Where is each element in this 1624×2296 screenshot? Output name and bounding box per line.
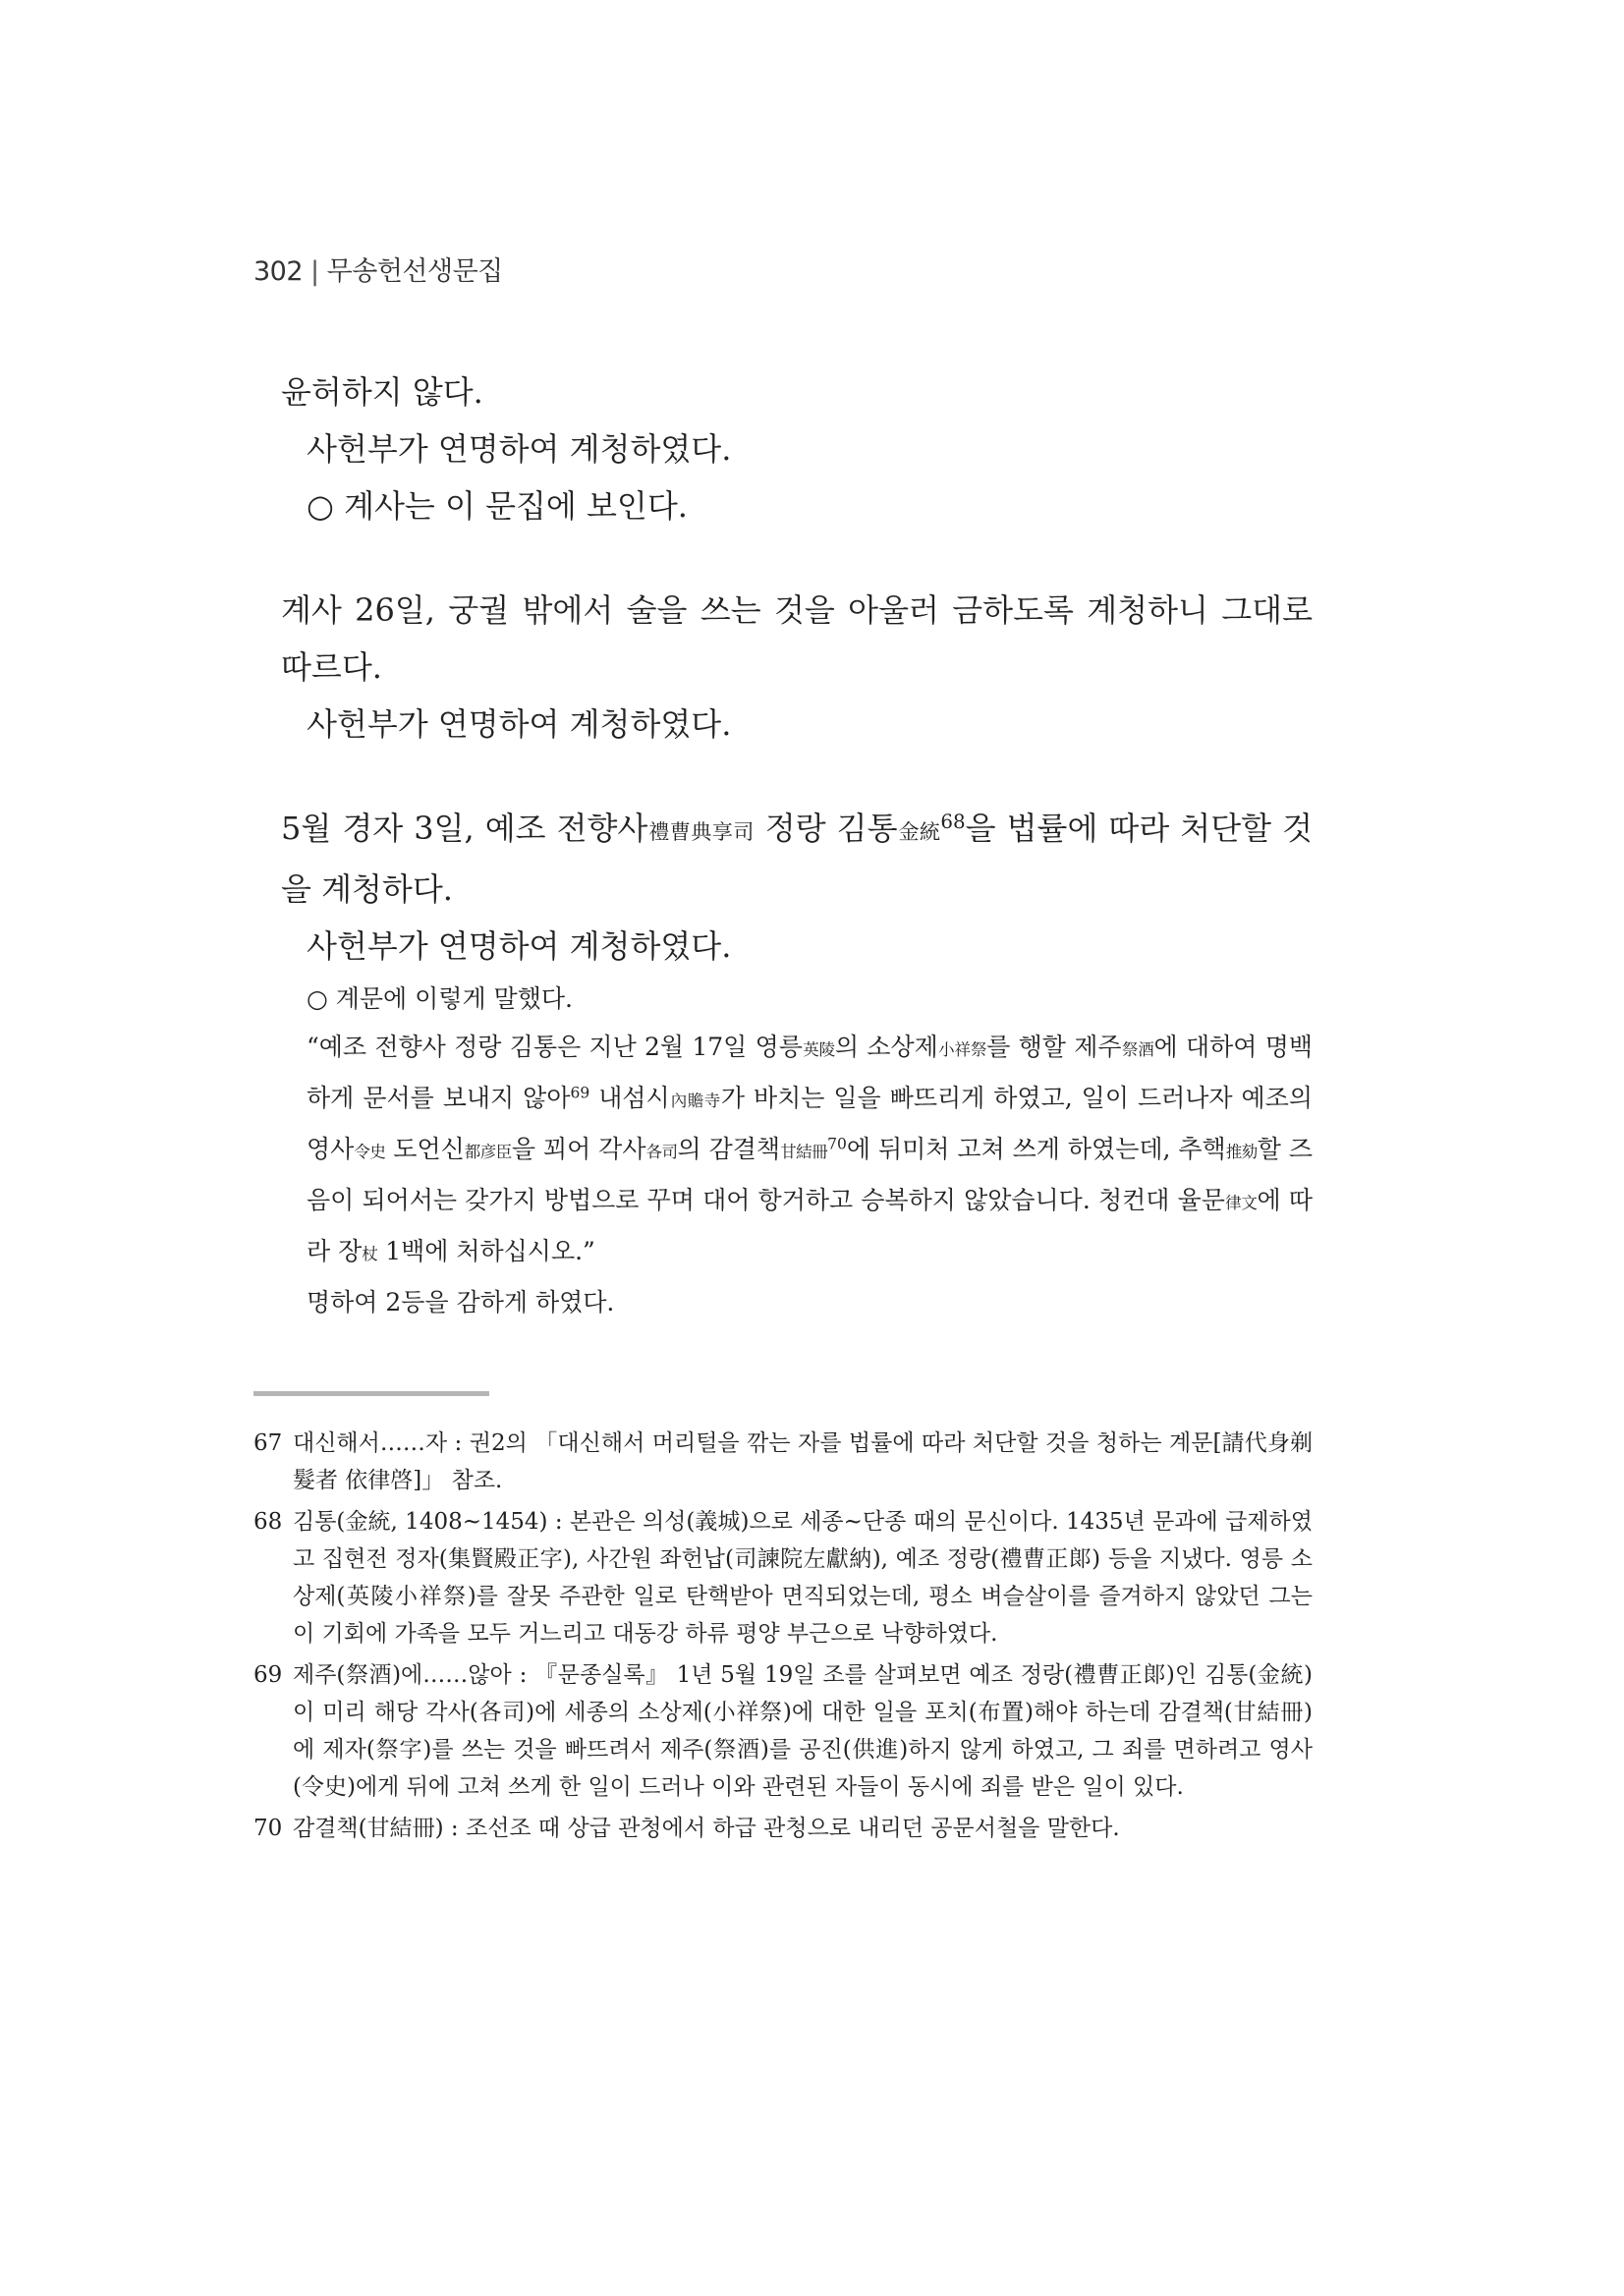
quote-text: 의 소상제	[834, 1033, 938, 1061]
main-text	[281, 364, 1313, 1326]
footnote-text: 제주(祭酒)에……않아 : 『문종실록』 1년 5월 19일 조를 살펴보면 예조 정랑(禮曹正郞)인 김통(金統)이 미리 해당 각사(各司)에 세종의 소상제(小祥祭)에 대한 일을 포치(布置)해야 하는데 감결책(甘結冊)에 제자(祭字)를 쓰는 것을 빠뜨려서 제주(祭酒)를 공진(供進)하지 않게 하였고, 그 죄를 면하려고 영사(令史)에게 뒤에 고쳐 쓰게 한 일이 드러나 이와 관련된 자들이 동시에 죄를 받은 일이 있다.	[293, 1662, 1313, 1800]
hanja-gloss: 都彦臣	[464, 1143, 512, 1161]
quote-text: 가 바치는 일을 빠뜨리게 하였고, 일이 드러나자 예조의 영사	[307, 1084, 1313, 1163]
hanja-gloss: 甘結冊	[780, 1143, 828, 1161]
quote-text: 를 행할 제주	[986, 1033, 1122, 1061]
entry2-subline: 사헌부가 연명하여 계청하였다.	[307, 705, 732, 743]
hanja-gloss: 各司	[645, 1143, 678, 1161]
book-title: 무송헌선생문집	[326, 256, 503, 287]
hanja-gloss: 律文	[1224, 1194, 1258, 1212]
running-head	[253, 250, 503, 288]
quote-text: 내섬시	[589, 1084, 670, 1112]
hanja-gloss: 小祥祭	[937, 1040, 987, 1059]
hanja-gloss: 禮曹典享司	[647, 819, 755, 844]
entry1-subline: 사헌부가 연명하여 계청하였다.	[307, 430, 732, 468]
footnote-number: 68	[253, 1509, 283, 1535]
hanja-gloss: 英陵	[802, 1040, 835, 1059]
footnote-text: 김통(金統, 1408~1454) : 본관은 의성(義城)으로 세종~단종 때의 문신이다. 1435년 문과에 급제하였고 집현전 정자(集賢殿正字), 사간원 좌헌납(司諫院左獻納), 예조 정랑(禮曹正郞) 등을 지냈다. 영릉 소상제(英陵小祥祭)를 잘못 주관한 일로 탄핵받아 면직되었는데, 평소 벼슬살이를 즐겨하지 않았던 그는 이 기회에 가족을 모두 거느리고 대동강 하류 평양 부근으로 낙향하였다.	[293, 1509, 1313, 1647]
footnote-ref-68[interactable]: 68	[940, 811, 966, 834]
hanja-gloss: 內贍寺	[669, 1092, 721, 1110]
entry3-result: 명하여 2등을 감하게 하였다.	[307, 1288, 615, 1316]
hanja-gloss: 金統	[897, 819, 941, 844]
quote-text: 의 감결책	[677, 1135, 781, 1163]
hanja-gloss: 杖	[362, 1245, 378, 1263]
entry2-title: 계사 26일, 궁궐 밖에서 술을 쓰는 것을 아울러 금하도록 계청하니 그대로 따르다.	[281, 591, 1313, 686]
footnote-number: 69	[253, 1662, 283, 1688]
entry3-text-1: 5월 경자 3일, 예조 전향사	[281, 810, 648, 847]
entry3-text-3: 을 법률에 따라 처단할 것을 계청하다.	[281, 810, 1314, 908]
footnotes	[253, 1425, 1313, 1851]
footnote-67	[253, 1425, 1313, 1499]
memorial-quote	[281, 1023, 1313, 1278]
hanja-gloss: 推劾	[1225, 1143, 1258, 1161]
footnote-68	[253, 1503, 1313, 1652]
entry1-title: 윤허하지 않다.	[281, 373, 483, 411]
footnote-number: 67	[253, 1430, 283, 1456]
footnote-ref-69[interactable]: 69	[570, 1084, 590, 1102]
entry3-text-2: 정랑 김통	[754, 810, 898, 847]
footnote-divider	[253, 1391, 489, 1396]
hanja-gloss: 令史	[354, 1143, 386, 1161]
footnote-text: 대신해서……자 : 권2의 「대신해서 머리털을 깎는 자를 법률에 따라 처단할 것을 청하는 계문[請代身剃髮者 依律啓]」 참조.	[293, 1430, 1313, 1493]
footnote-70	[253, 1810, 1313, 1847]
spacer	[281, 753, 1313, 800]
quote-text: 도언신	[385, 1135, 465, 1163]
quote-text: 에 뒤미처 고쳐 쓰게 하였는데, 추핵	[846, 1135, 1226, 1163]
quote-text: “예조 전향사 정랑 김통은 지난 2월 17일 영릉	[307, 1033, 803, 1061]
spacer	[281, 534, 1313, 582]
entry3-subline: 사헌부가 연명하여 계청하였다.	[307, 927, 732, 965]
footnote-text: 감결책(甘結冊) : 조선조 때 상급 관청에서 하급 관청으로 내리던 공문서철을 말한다.	[293, 1816, 1120, 1841]
footnote-69	[253, 1656, 1313, 1806]
hanja-gloss: 祭酒	[1121, 1040, 1154, 1059]
quote-text: 에 따라 장	[307, 1186, 1314, 1265]
header-separator: |	[310, 256, 319, 287]
entry3-title	[281, 800, 1313, 918]
footnote-number: 70	[253, 1816, 283, 1841]
quote-text: 을 꾀어 각사	[511, 1135, 646, 1163]
quote-text: 할 즈음이 되어서는 갖가지 방법으로 꾸며 대어 항거하고 승복하지 않았습니다. 청컨대 율문	[307, 1135, 1313, 1214]
entry3-note: ○ 계문에 이렇게 말했다.	[307, 984, 573, 1013]
quote-text: 1백에 처하십시오.”	[377, 1237, 595, 1265]
footnote-ref-70[interactable]: 70	[827, 1135, 847, 1153]
quote-text: 에 대하여 명백하게 문서를 보내지 않아	[307, 1033, 1314, 1112]
page-number: 302	[253, 256, 304, 287]
entry1-note: ○ 계사는 이 문집에 보인다.	[307, 487, 688, 525]
